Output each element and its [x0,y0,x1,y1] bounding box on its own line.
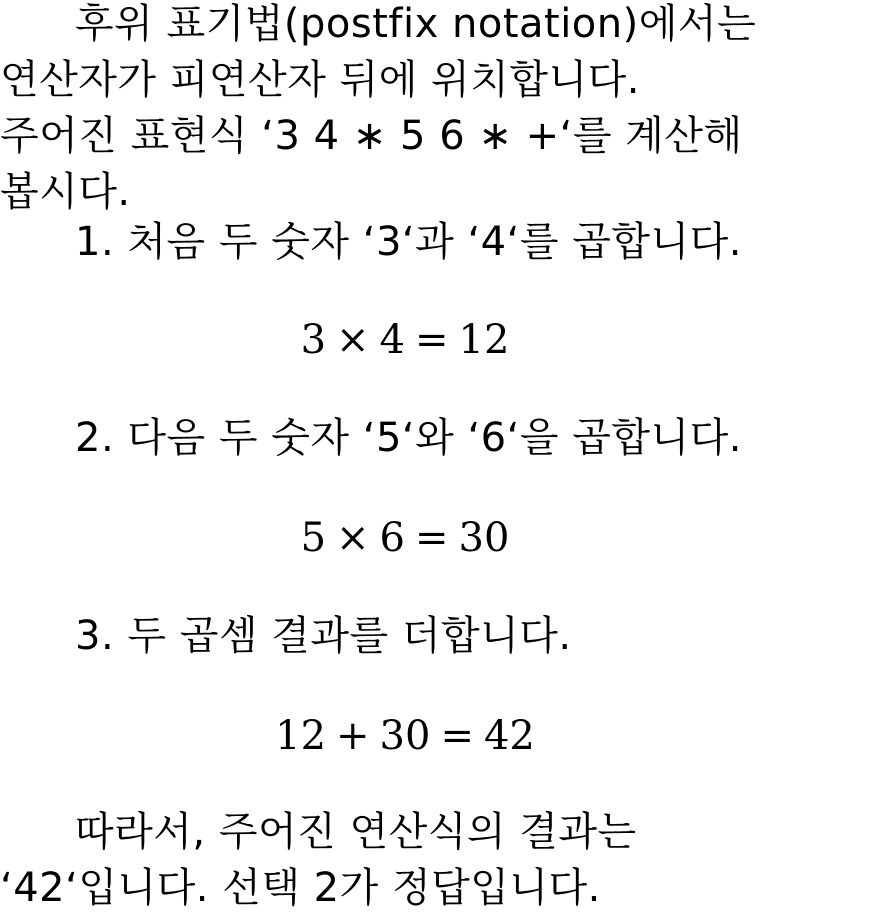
equation-left: 5 [300,515,327,561]
equation-operator: + [336,713,370,759]
equation-equals: = [415,515,449,561]
equation-result: 12 [458,317,510,363]
step-2-text [0,410,874,466]
intro-line-1: 후위 표기법(postfix notation)에서는 [75,1,757,47]
step-3-equation [0,710,810,762]
intro-paragraph [0,0,874,220]
step-3-line: 3. 두 곱셈 결과를 더합니다. [75,613,572,659]
intro-line-2: 연산자가 피연산자 뒤에 위치합니다. [0,57,640,103]
step-1-line: 1. 처음 두 숫자 ‘3‘과 ‘4‘를 곱합니다. [75,219,742,265]
equation-equals: = [415,317,449,363]
step-3-text [0,608,874,664]
equation-operator: × [336,515,370,561]
equation-result: 30 [458,515,510,561]
step-2-equation [0,512,810,564]
conclusion-line-1: 따라서, 주어진 연산식의 결과는 [75,809,637,855]
intro-line-3: 주어진 표현식 ‘3 4 ∗ 5 6 ∗ +‘를 계산해 [0,113,743,159]
conclusion-line-2: ‘42‘입니다. 선택 2가 정답입니다. [0,865,601,911]
equation-right: 4 [379,317,405,363]
equation-result: 42 [483,713,535,759]
step-1-text [0,214,874,270]
conclusion-paragraph [0,804,874,916]
equation-right: 30 [379,713,431,759]
equation-equals: = [440,713,474,759]
equation-operator: × [336,317,370,363]
equation-left: 12 [275,713,327,759]
intro-line-4: 봅시다. [0,169,131,215]
equation-right: 6 [379,515,405,561]
equation-left: 3 [300,317,327,363]
step-1-equation [0,314,810,366]
step-2-line: 2. 다음 두 숫자 ‘5‘와 ‘6‘을 곱합니다. [75,415,742,461]
